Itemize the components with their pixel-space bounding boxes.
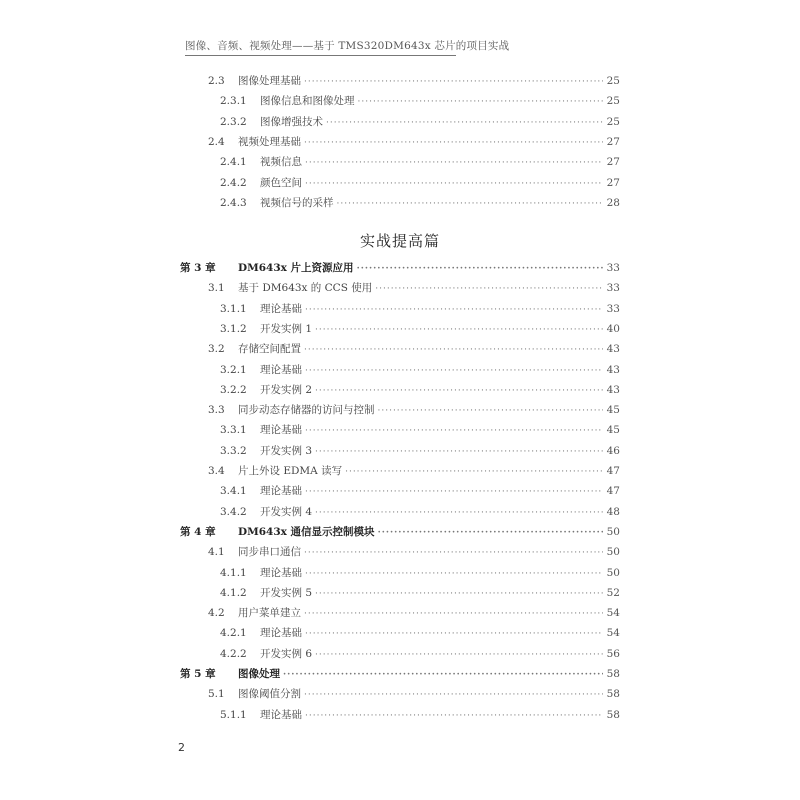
leader-dots [305,175,603,193]
toc-entry-chapter [180,665,620,683]
toc-page-number: 25 [606,75,620,87]
toc-title: 存储空间配置 [238,343,301,356]
leader-dots [315,443,603,461]
toc-number: 3.2.1 [220,363,247,376]
toc-title: 开发实例 3 [260,444,313,457]
toc-number: 5.1 [208,688,225,701]
toc-page-number: 27 [606,135,620,148]
leader-dots [315,646,603,664]
toc-title: 颜色空间 [260,176,302,189]
toc-entry-sec [208,604,620,622]
toc-page-number: 58 [606,708,620,721]
leader-dots [315,585,603,603]
leader-dots [305,362,603,380]
toc-page-number: 45 [606,404,620,417]
toc-entry-sub [220,320,620,338]
leader-dots [304,544,603,562]
leader-dots [305,422,603,440]
toc-number: 4.2 [208,607,225,620]
toc-entry-sub [220,624,620,642]
leader-dots [305,483,603,501]
toc-number: 第 5 章 [180,668,216,680]
leader-dots [357,260,603,278]
toc-title: 同步串口通信 [238,546,301,559]
toc-page-number: 58 [606,668,620,680]
toc-entry-sec [208,133,620,151]
toc-title: 视频处理基础 [238,135,301,148]
leader-dots [305,625,603,643]
toc-title: 片上外设 EDMA 读写 [238,465,343,477]
toc-page-number: 33 [606,282,620,295]
leader-dots [375,280,603,298]
toc-entry-sec [208,340,620,358]
toc-number: 2.4 [208,135,225,148]
toc-entry-sec [208,72,620,90]
toc-page-number: 25 [606,115,620,128]
toc-number: 3.1.1 [220,302,247,315]
toc-title: 开发实例 4 [260,505,313,518]
leader-dots [305,301,603,319]
toc-page-number: 56 [606,647,620,660]
leader-dots [315,382,603,400]
toc-title: 开发实例 6 [260,647,313,660]
toc-page-number: 47 [606,465,620,477]
toc-number: 2.4.1 [220,156,247,169]
toc-page-number: 43 [606,343,620,356]
toc-number: 3.1 [208,282,225,295]
toc-page-number: 45 [606,424,620,437]
toc-title: 理论基础 [260,302,302,315]
toc-entry-sub [220,113,620,131]
toc-title: 视频信号的采样 [260,196,334,209]
toc-title: 同步动态存储器的访问与控制 [238,404,375,417]
toc-page-number: 50 [606,525,620,538]
toc-entry-sub [220,300,620,318]
toc-entry-sub [220,645,620,663]
leader-dots [315,504,603,522]
toc-number: 3.4.1 [220,485,247,498]
toc-entry-sec [208,543,620,561]
toc-title: 基于 DM643x 的 CCS 使用 [238,282,373,295]
toc-entry-sec [208,279,620,297]
toc-entry-sub [220,92,620,110]
toc-title: DM643x 片上资源应用 [238,262,354,274]
toc-title: 开发实例 1 [260,322,313,335]
toc-page-number: 43 [606,363,620,376]
toc-entry-sub [220,194,620,212]
toc-number: 2.4.3 [220,196,247,209]
toc-entry-chapter [180,259,620,277]
toc-page-number: 46 [606,444,620,457]
toc-entry-sub [220,381,620,399]
leader-dots [378,402,604,420]
leader-dots [304,686,603,704]
toc-number: 3.2 [208,343,225,356]
leader-dots [358,93,604,111]
toc-title: 图像处理基础 [238,75,301,87]
leader-dots [304,134,603,152]
toc-entry-sub [220,153,620,171]
toc-entry-sub [220,174,620,192]
toc-number: 3.4.2 [220,505,247,518]
part-title: 实战提高篇 [359,232,440,250]
toc-number: 4.2.2 [220,647,247,660]
toc-title: 图像信息和图像处理 [260,95,355,108]
toc-number: 3.1.2 [220,322,247,335]
toc-title: 图像增强技术 [260,115,323,128]
toc-number: 3.3 [208,404,225,417]
toc-entry-sub [220,503,620,521]
toc-number: 5.1.1 [220,708,247,721]
running-header: 图像、音频、视频处理——基于 TMS320DM643x 芯片的项目实战 [185,37,456,56]
toc-number: 第 3 章 [180,262,216,274]
leader-dots [305,565,603,583]
toc-page-number: 33 [606,262,620,274]
toc-title: 理论基础 [260,363,302,376]
toc-page-number: 27 [606,176,620,189]
leader-dots [304,73,603,91]
leader-dots [378,524,603,542]
leader-dots [304,341,603,359]
toc-page-number: 28 [606,196,620,209]
toc-number: 3.4 [208,465,225,477]
leader-dots [326,114,603,132]
toc-entry-sub [220,584,620,602]
toc-entry-sub [220,482,620,500]
toc-entry-sub [220,361,620,379]
toc-page-number: 54 [606,607,620,620]
toc-title: 开发实例 2 [260,383,313,396]
toc-title: 开发实例 5 [260,586,313,599]
toc-entry-sub [220,564,620,582]
toc-title: 理论基础 [260,708,302,721]
toc-title: 图像处理 [238,668,280,680]
toc-page-number: 48 [606,505,620,518]
toc-entry-sec [208,401,620,419]
toc-entry-sub [220,421,620,439]
toc-entry-chapter [180,523,620,541]
page-number: 2 [178,741,185,754]
toc-title: 理论基础 [260,424,302,437]
leader-dots [315,321,603,339]
toc-number: 2.4.2 [220,176,247,189]
toc-number: 2.3 [208,75,225,87]
toc-number: 2.3.1 [220,95,247,108]
toc-page-number: 50 [606,566,620,579]
toc-page-number: 27 [606,156,620,169]
toc-title: 理论基础 [260,627,302,640]
toc-page-number: 50 [606,546,620,559]
toc-title: 理论基础 [260,566,302,579]
toc-title: 视频信息 [260,156,302,169]
toc-number: 3.3.2 [220,444,247,457]
toc-number: 4.1.2 [220,586,247,599]
toc-number: 3.2.2 [220,383,247,396]
toc-page-number: 58 [606,688,620,701]
toc-page-number: 52 [606,586,620,599]
toc-number: 4.1 [208,546,225,559]
toc-number: 2.3.2 [220,115,247,128]
toc-title: 图像阈值分割 [238,688,301,701]
toc-title: 理论基础 [260,485,302,498]
leader-dots [345,463,603,481]
toc-page-number: 47 [606,485,620,498]
leader-dots [304,605,603,623]
toc-entry-sec [208,685,620,703]
toc-entry-sub [220,442,620,460]
leader-dots [337,195,604,213]
toc-number: 4.2.1 [220,627,247,640]
toc-page-number: 33 [606,302,620,315]
toc-page-number: 54 [606,627,620,640]
leader-dots [305,154,603,172]
leader-dots [305,707,603,725]
toc-page-number: 25 [606,95,620,108]
toc-page-number: 43 [606,383,620,396]
toc-number: 第 4 章 [180,525,216,538]
leader-dots [283,666,603,684]
toc-number: 3.3.1 [220,424,247,437]
toc-title: DM643x 通信显示控制模块 [238,525,375,538]
toc-entry-sub [220,706,620,724]
toc-number: 4.1.1 [220,566,247,579]
toc-page-number: 40 [606,322,620,335]
toc-entry-sec [208,462,620,480]
toc-title: 用户菜单建立 [238,607,301,620]
